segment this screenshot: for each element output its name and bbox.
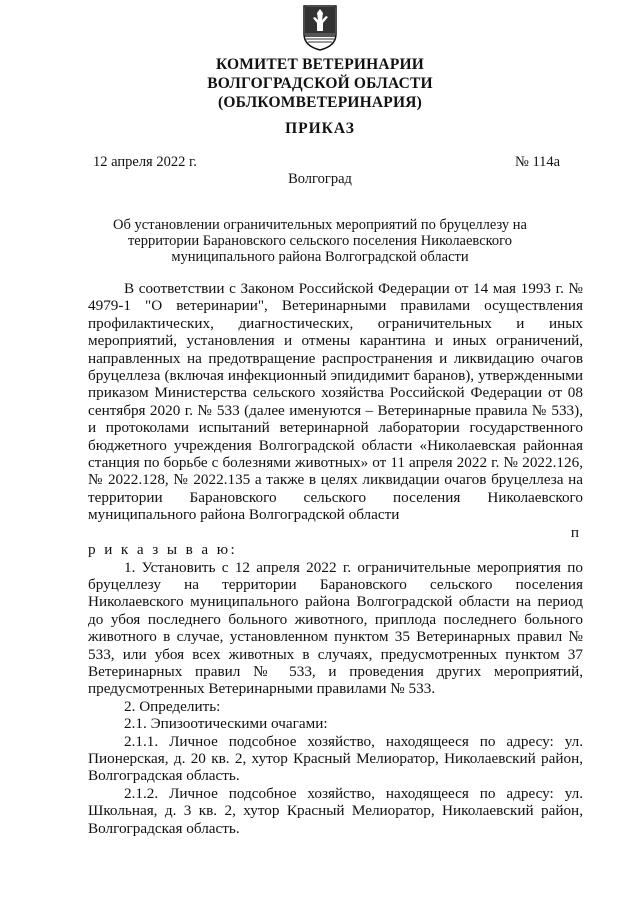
document-date: 12 апреля 2022 г. xyxy=(93,154,197,170)
document-city: Волгоград xyxy=(288,171,352,187)
decree-line xyxy=(88,524,583,541)
preamble-paragraph: В соответствии с Законом Российской Федерации от 14 мая 1993 г. № 4979-1 "О ветеринарии", Ветеринарными правилами осуществления профилактических, диагностических, ограничительных и иных мероприятий, установления и отмены карантина и иных ограничений, направленных на предотвращение распространения и ликвидацию очагов бруцеллеза (включая инфекционный эпидидимит баранов), утвержденными приказом Министерства сельского хозяйства Российской Федерации от 08 сентября 2020 г. № 533 (далее именуются – Ветеринарные правила № 533), и протоколами испытаний ветеринарной лаборатории государственного бюджетного учреждения Волгоградской области «Николаевская районная станция по борьбе с болезнями животных» от 11 апреля 2022 г. № 2022.126, № 2022.128, № 2022.135 а также в целях ликвидации очагов бруцеллеза на территории Барановского сельского поселения Николаевского муниципального района Волгоградской области xyxy=(88,280,583,524)
document-title: Об установлении ограничительных мероприятий по бруцеллезу на территории Барановского сельского поселения Николаевского муниципального района Волгоградской области xyxy=(113,217,527,265)
clause-2: 2. Определить: xyxy=(124,697,221,715)
document-type: ПРИКАЗ xyxy=(285,120,355,137)
volgograd-coat-of-arms-icon xyxy=(302,4,338,52)
clause-1: 1. Установить с 12 апреля 2022 г. ограничительные мероприятия по бруцеллезу на территории Барановского сельского поселения Николаевского муниципального района Волгоградской области на период до убоя последнего больного животного, приплода последнего больного животного в случае, установленном пунктом 35 Ветеринарных правил № 533, или убоя всех животных в случаях, предусмотренных пунктом 37 Ветеринарных правил № 533, и проведения других мероприятий, предусмотренных Ветеринарными правилами № 533. xyxy=(88,558,583,698)
document-number: № 114а xyxy=(515,154,561,170)
decree-word: р и к а з ы в а ю: xyxy=(88,541,238,559)
document-body xyxy=(88,280,583,837)
organization-abbreviation: (ОБЛКОМВЕТЕРИНАРИЯ) xyxy=(218,94,422,111)
organization-name-line2: ВОЛГОГРАДСКОЙ ОБЛАСТИ xyxy=(207,75,433,92)
clause-2-1-1: 2.1.1. Личное подсобное хозяйство, находящееся по адресу: ул. Пионерская, д. 20 кв. 2, хутор Красный Мелиоратор, Николаевский район, Волгоградская область. xyxy=(88,732,583,785)
organization-name-line1: КОМИТЕТ ВЕТЕРИНАРИИ xyxy=(216,56,424,73)
clause-2-1-2: 2.1.2. Личное подсобное хозяйство, находящееся по адресу: ул. Школьная, д. 3 кв. 2, хутор Красный Мелиоратор, Николаевский район, Волгоградская область. xyxy=(88,784,583,837)
decree-first-letter: п xyxy=(570,523,579,541)
clause-2-1: 2.1. Эпизоотическими очагами: xyxy=(124,715,328,733)
